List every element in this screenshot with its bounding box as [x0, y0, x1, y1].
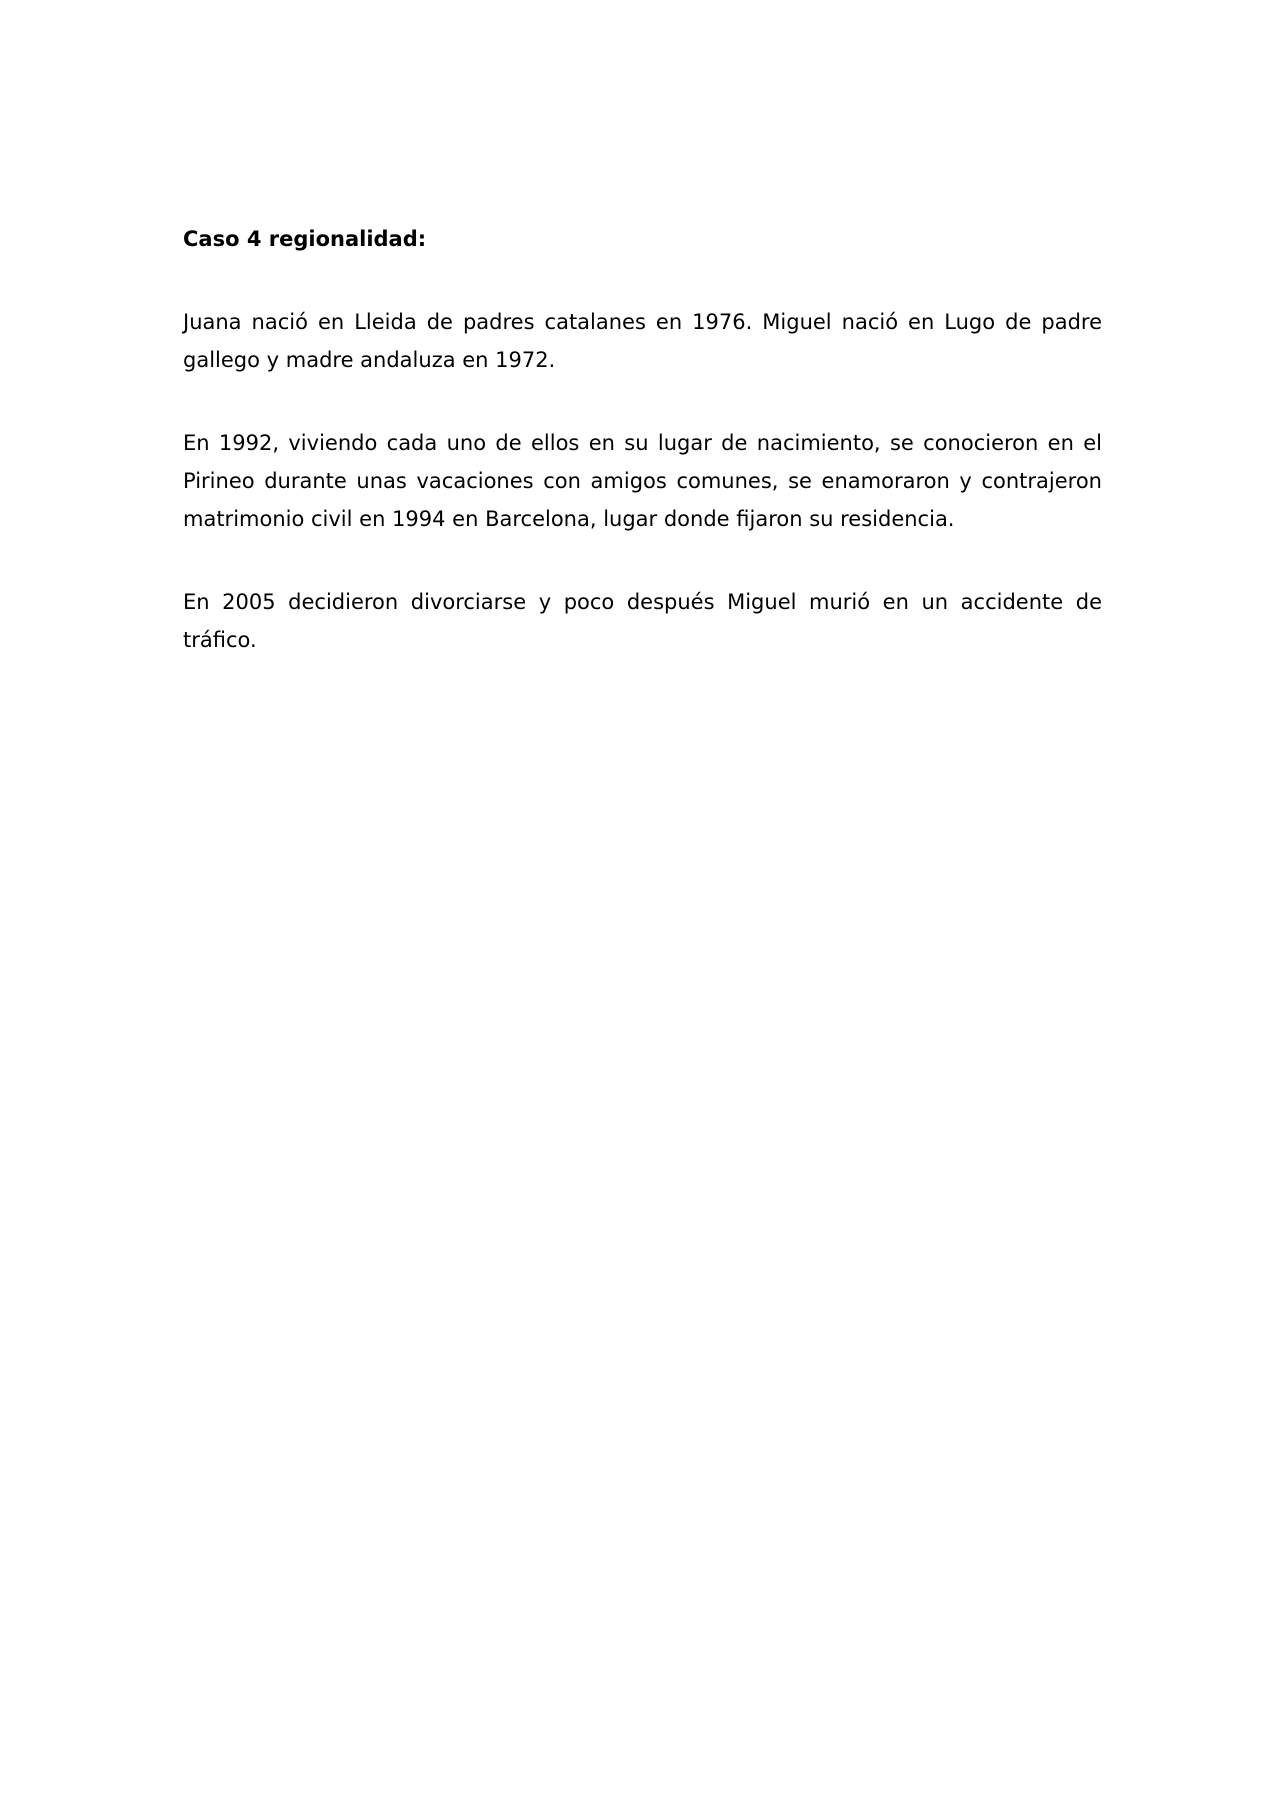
paragraph-birth: Juana nació en Lleida de padres catalanes en 1976. Miguel nació en Lugo de padre gallego y madre andaluza en 1972.	[183, 310, 1102, 372]
document-title: Caso 4 regionalidad:	[183, 227, 427, 251]
document-body	[183, 220, 1102, 704]
paragraph-marriage: En 1992, viviendo cada uno de ellos en su lugar de nacimiento, se conocieron en el Pirineo durante unas vacaciones con amigos comunes, se enamoraron y contrajeron matrimonio civil en 1994 en Barcelona, lugar donde fijaron su residencia.	[183, 431, 1102, 531]
paragraph-divorce: En 2005 decidieron divorciarse y poco después Miguel murió en un accidente de tráfico.	[183, 590, 1102, 652]
